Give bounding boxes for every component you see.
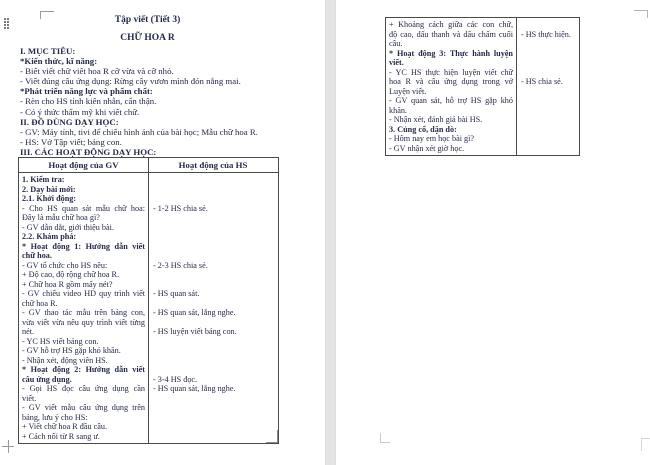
- hs-cell-line: [148, 365, 278, 375]
- table-row: [386, 144, 579, 154]
- gv-cell-line: Đây là mẫu chữ hoa gì?: [22, 213, 100, 222]
- hs-cell-line: [148, 270, 278, 280]
- gv-cell-line: vừa viết vừa nêu quy trình viết từng: [22, 317, 145, 327]
- gv-cell-line: - GV hỗ trợ HS gặp khó khăn.: [22, 346, 121, 355]
- table-row: [386, 96, 579, 106]
- gv-cell-line: viết.: [22, 393, 37, 403]
- hs-cell-line: - HS quan sát, lắng nghe.: [153, 308, 236, 317]
- gv-cell-line: - GV thao tác mẫu trên bảng con,: [22, 308, 145, 317]
- hs-cell-line: [148, 175, 278, 185]
- table-row: [386, 106, 579, 116]
- gv-cell-line: - YC HS thực hiện luyện viết chữ: [389, 67, 513, 77]
- table-row: [386, 20, 579, 30]
- hs-cell-line: [516, 68, 579, 78]
- gv-cell-line: câu.: [389, 39, 403, 48]
- gv-cell-line: * Hoạt động 3: Thực hành luyện: [389, 48, 513, 58]
- gv-cell-line: nét.: [22, 327, 35, 336]
- gv-cell-line: 2.2. Khám phá:: [22, 232, 77, 241]
- gv-cell-line: câu ứng dụng.: [22, 374, 72, 384]
- text-boundary-mark: [641, 438, 650, 451]
- gv-cell-line: + Khoảng cách giữa các con chữ,: [389, 20, 513, 29]
- hs-cell-line: - HS luyện viết bảng con.: [153, 327, 237, 336]
- intro-line: *Phát triển năng lực và phẩm chất:: [20, 86, 153, 97]
- gv-cell-line: - GV dẫn dắt, giới thiệu bài.: [22, 222, 114, 232]
- hs-cell-line: [148, 394, 278, 404]
- text-boundary-mark: [634, 10, 648, 18]
- gv-cell-line: - GV chiếu video HD quy trình viết: [22, 289, 145, 298]
- gv-cell-line: chữ hoa R.: [22, 298, 58, 308]
- gv-cell-line: + Độ cao, độ rộng chữ hoa R.: [22, 270, 120, 279]
- hs-cell-line: [516, 58, 579, 68]
- hs-cell-line: [516, 20, 579, 30]
- text-boundary-mark: [2, 446, 14, 447]
- table-row: [386, 68, 579, 78]
- table-row: [386, 87, 579, 97]
- hs-cell-line: - 2-3 HS chia sẻ.: [153, 260, 208, 270]
- hs-cell-line: - HS thực hiện.: [521, 29, 571, 39]
- lesson-title: Tập viết (Tiết 3): [114, 15, 181, 25]
- gv-cell-line: độ cao, dấu thanh và dấu chấm cuối: [389, 29, 513, 39]
- lesson-subtitle: CHỮ HOA R: [120, 33, 175, 43]
- hs-cell-line: [148, 280, 278, 290]
- gv-cell-line: khăn.: [389, 105, 407, 115]
- gv-cell-line: 2.1. Khởi động:: [22, 194, 77, 203]
- gv-cell-line: * Hoạt động 1: Hướng dẫn viết: [22, 241, 145, 251]
- activities-table-page2: [385, 17, 580, 156]
- table-row: [386, 125, 579, 135]
- table-row: [386, 77, 579, 87]
- gv-cell-line: - Nhận xét, đánh giá bài HS.: [389, 115, 483, 124]
- table-row: [386, 134, 579, 144]
- hs-cell-line: - 3-4 HS đọc.: [153, 374, 198, 384]
- intro-line: I. MỤC TIÊU:: [20, 46, 76, 56]
- dot: [7, 21, 9, 23]
- hs-cell-line: [148, 232, 278, 242]
- page-gap: [325, 0, 336, 465]
- text-boundary-mark: [380, 433, 390, 443]
- hs-cell-line: [148, 413, 278, 423]
- table-row: [386, 49, 579, 59]
- intro-line: - Có ý thức thẩm mỹ khi viết chữ.: [20, 106, 140, 117]
- table-body: [386, 18, 579, 155]
- activities-table-page1: [18, 157, 279, 444]
- intro-line: - GV: Máy tính, tivi để chiếu hình ảnh của bài học; Mẫu chữ hoa R.: [20, 126, 258, 137]
- gv-cell-line: * Hoạt động 2: Hướng dẫn viết: [22, 365, 145, 374]
- hs-cell-line: [148, 356, 278, 366]
- table-row: [386, 30, 579, 40]
- intro-section: [20, 46, 290, 157]
- hs-cell-line: [516, 39, 579, 49]
- gv-cell-line: - Hôm nay em học bài gì?: [389, 134, 475, 143]
- gv-cell-line: - GV viết mẫu câu ứng dụng trên: [22, 403, 145, 412]
- gv-cell-line: 1. Kiểm tra:: [22, 175, 65, 184]
- dot: [4, 24, 6, 26]
- gv-cell-line: - Cho HS quan sát mẫu chữ hoa:: [22, 203, 145, 213]
- hs-cell-line: [516, 144, 579, 154]
- dot: [7, 24, 9, 26]
- table-row: [386, 39, 579, 49]
- hs-cell-line: [148, 242, 278, 252]
- gv-cell-line: viết.: [389, 58, 404, 67]
- hs-cell-line: [148, 185, 278, 195]
- hs-cell-line: [148, 403, 278, 413]
- gv-cell-line: - GV tổ chức cho HS nêu:: [22, 260, 108, 270]
- dot: [4, 27, 6, 29]
- gv-cell-line: - YC HS viết bảng con.: [22, 336, 99, 346]
- intro-line: - Rèn cho HS tính kiên nhẫn, cẩn thận.: [20, 96, 157, 107]
- gv-cell-line: - GV nhận xét giờ học.: [389, 143, 465, 153]
- hs-cell-line: [148, 318, 278, 328]
- gv-cell-line: + Cách nối từ R sang ư.: [22, 431, 100, 441]
- hs-cell-line: [148, 337, 278, 347]
- gv-cell-line: bảng, lưu ý cho HS:: [22, 412, 88, 422]
- gv-cell-line: hoa R và câu ứng dụng trong vở: [389, 77, 513, 86]
- hs-cell-line: [516, 134, 579, 144]
- hs-cell-line: - HS quan sát.: [153, 289, 200, 298]
- intro-line: - Viết đúng câu ứng dụng: Rừng cây vươn mình đón nắng mai.: [20, 76, 241, 87]
- header-hs: Hoạt động của HS: [178, 160, 248, 170]
- intro-line: *Kiến thức, kĩ năng:: [20, 56, 98, 67]
- intro-line: - HS: Vở Tập viết; bảng con.: [20, 136, 122, 147]
- dot: [4, 21, 6, 23]
- dot: [7, 18, 9, 20]
- dot: [4, 18, 6, 20]
- gv-cell-line: - Nhận xét, động viên HS.: [22, 355, 108, 365]
- hs-cell-line: [148, 223, 278, 233]
- gv-cell-line: + Viết chữ hoa R đầu câu.: [22, 422, 108, 431]
- hs-cell-line: [516, 96, 579, 106]
- gv-cell-line: Luyện viết.: [389, 86, 427, 96]
- hs-cell-line: - 1-2 HS chia sẻ.: [153, 203, 208, 213]
- gv-cell-line: - Gọi HS đọc câu ứng dụng cần: [22, 384, 145, 393]
- dot: [7, 27, 9, 29]
- hs-cell-line: [516, 125, 579, 135]
- intro-line: II. ĐỒ DÙNG DẠY HỌC:: [20, 116, 119, 127]
- hs-cell-line: [516, 87, 579, 97]
- page-2: [336, 0, 650, 465]
- column-divider: [148, 158, 149, 443]
- column-divider: [516, 18, 517, 155]
- text-boundary-mark: [266, 430, 278, 443]
- hs-cell-line: [148, 213, 278, 223]
- hs-cell-line: [148, 432, 278, 442]
- hs-cell-line: - HS quan sát, lắng nghe.: [153, 384, 236, 393]
- hs-cell-line: [148, 251, 278, 261]
- header-gv: Hoạt động của GV: [48, 160, 119, 170]
- gv-cell-line: 3. Củng cố, dặn dò:: [389, 124, 457, 134]
- hs-cell-line: [516, 115, 579, 125]
- gv-cell-line: - GV quan sát, hỗ trợ HS gặp khó: [389, 96, 513, 105]
- gv-cell-line: + Chữ hoa R gồm mấy nét?: [22, 279, 113, 289]
- table-row: [386, 115, 579, 125]
- hs-cell-line: [148, 422, 278, 432]
- table-row: [386, 58, 579, 68]
- hs-cell-line: [516, 106, 579, 116]
- drag-handle-icon[interactable]: [4, 18, 9, 29]
- hs-cell-line: [148, 346, 278, 356]
- gv-cell-line: chữ hoa.: [22, 251, 52, 260]
- hs-cell-line: [148, 194, 278, 204]
- text-boundary-mark: [40, 11, 54, 19]
- hs-cell-line: [516, 49, 579, 59]
- gv-cell-line: 2. Dạy bài mới:: [22, 184, 76, 194]
- hs-cell-line: - HS chia sẻ.: [521, 77, 563, 86]
- hs-cell-line: [148, 299, 278, 309]
- intro-line: III. CÁC HOẠT ĐỘNG DẠY HỌC:: [20, 146, 157, 157]
- intro-line: - Biết viết chữ viết hoa R cỡ vừa và cỡ nhỏ.: [20, 66, 174, 77]
